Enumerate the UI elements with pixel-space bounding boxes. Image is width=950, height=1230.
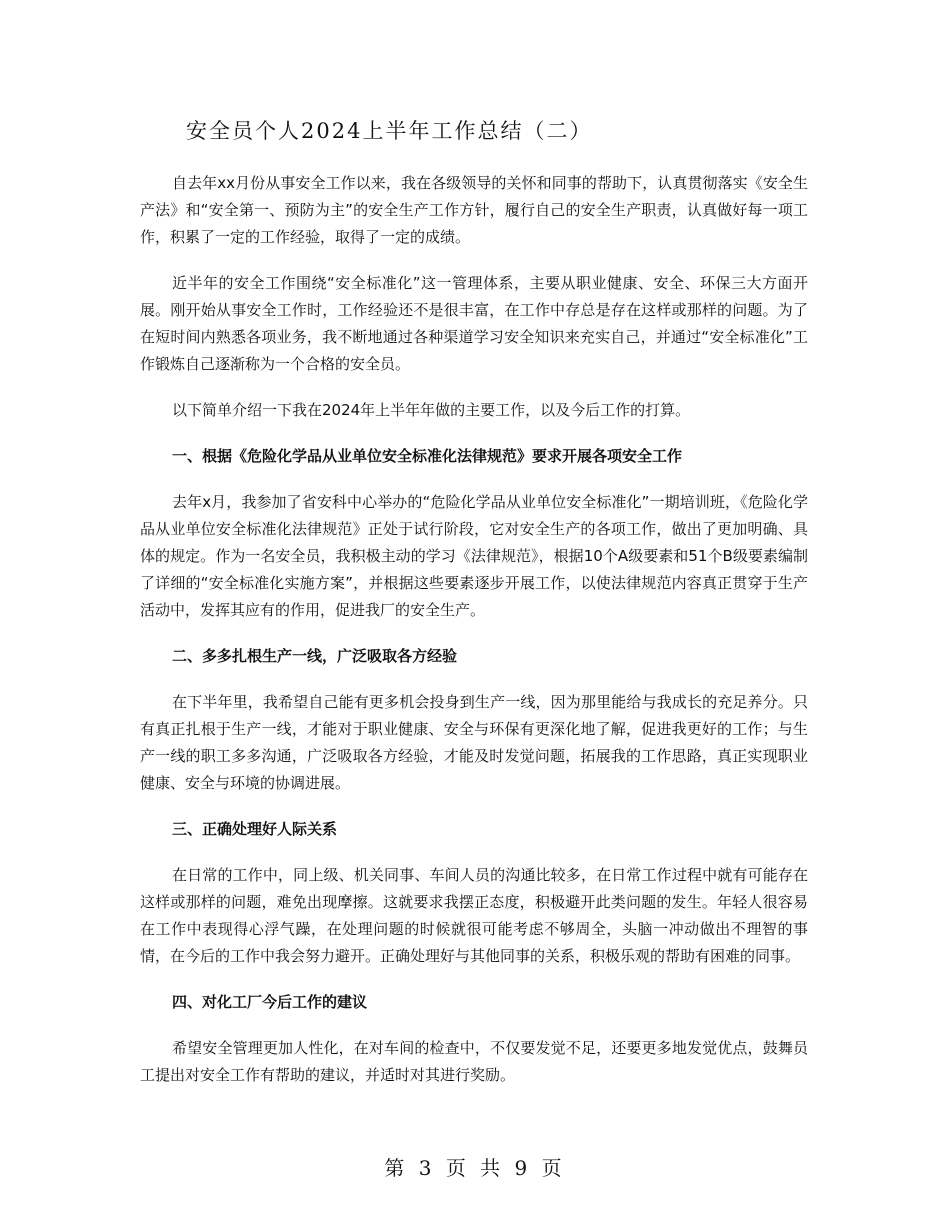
paragraph-section-2: 在下半年里，我希望自己能有更多机会投身到生产一线，因为那里能给与我成长的充足养分。只有真正扎根于生产一线，才能对于职业健康、安全与环保有更深化地了解，促进我更好的工作；与生产一线的职工多多沟通，广泛吸取各方经验，才能及时发觉问题，拓展我的工作思路，真正实现职业健康、安全与环境的协调进展。: [140, 693, 808, 792]
document-body: [140, 170, 808, 1108]
paragraph-section-4: 希望安全管理更加人性化，在对车间的检查中，不仅要发觉不足，还要更多地发觉优点，鼓舞员工提出对安全工作有帮助的建议，并适时对其进行奖励。: [140, 1039, 808, 1084]
paragraph-section-1: 去年x月，我参加了省安科中心举办的“危险化学品从业单位安全标准化”一期培训班，《危险化学品从业单位安全标准化法律规范》正处于试行阶段，它对安全生产的各项工作，做出了更加明确、具体的规定。作为一名安全员，我积极主动的学习《法律规范》，根据10个A级要素和51个B级要素编制了详细的“安全标准化实施方案”，并根据这些要素逐步开展工作，以使法律规范内容真正贯穿于生产活动中，发挥其应有的作用，促进我厂的安全生产。: [140, 493, 808, 619]
section-heading-4: 四、对化工厂今后工作的建议: [172, 993, 368, 1011]
section-heading-2: 二、多多扎根生产一线，广泛吸取各方经验: [172, 647, 458, 665]
paragraph-summary-intro: 以下简单介绍一下我在2024年上半年年做的主要工作，以及今后工作的打算。: [172, 401, 691, 419]
page-number-footer: 第 3 页 共 9 页: [384, 1156, 566, 1180]
section-heading-1: 一、根据《危险化学品从业单位安全标准化法律规范》要求开展各项安全工作: [172, 447, 683, 465]
section-heading-3: 三、正确处理好人际关系: [172, 820, 338, 838]
paragraph-overview: 近半年的安全工作围绕“安全标准化”这一管理体系，主要从职业健康、安全、环保三大方面开展。刚开始从事安全工作时，工作经验还不是很丰富，在工作中存总是存在这样或那样的问题。为了在短时间内熟悉各项业务，我不断地通过各种渠道学习安全知识来充实自己，并通过“安全标准化”工作锻炼自己逐渐称为一个合格的安全员。: [140, 274, 808, 373]
document-title: 安全员个人2024上半年工作总结（二）: [186, 119, 593, 143]
paragraph-section-3: 在日常的工作中，同上级、机关同事、车间人员的沟通比较多，在日常工作过程中就有可能存在这样或那样的问题，难免出现摩擦。这就要求我摆正态度，积极避开此类问题的发生。年轻人很容易在工作中表现得心浮气躁，在处理问题的时候就很可能考虑不够周全，头脑一冲动做出不理智的事情，在今后的工作中我会努力避开。正确处理好与其他同事的关系，积极乐观的帮助有困难的同事。: [140, 866, 808, 965]
paragraph-intro: 自去年xx月份从事安全工作以来，我在各级领导的关怀和同事的帮助下，认真贯彻落实《安全生产法》和“安全第一、预防为主”的安全生产工作方针，履行自己的安全生产职责，认真做好每一项工作，积累了一定的工作经验，取得了一定的成绩。: [140, 174, 808, 246]
